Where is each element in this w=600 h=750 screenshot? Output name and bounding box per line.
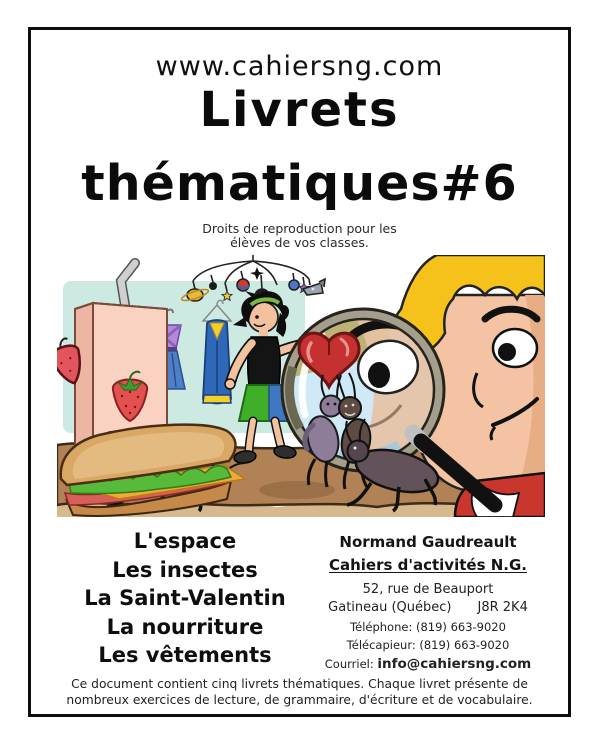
contact-postal-code: J8R 2K4 xyxy=(477,600,528,615)
phone-label: Téléphone: xyxy=(350,620,413,634)
sandwich xyxy=(61,425,245,516)
topic-item: Les vêtements xyxy=(98,643,272,667)
ground-patch xyxy=(259,481,335,499)
contact-email-row xyxy=(308,656,548,672)
fax-number: (819) 663-9020 xyxy=(419,638,510,652)
reproduction-rights-note xyxy=(31,222,568,250)
topic-item: Les insectes xyxy=(112,557,258,582)
contact-name: Normand Gaudreault xyxy=(339,533,517,551)
page-title-thematiques: thématiques#6 xyxy=(81,155,518,212)
subtitle-line2: élèves de vos classes. xyxy=(230,235,369,250)
contact-address-street: 52, rue de Beauport xyxy=(362,582,494,597)
page-border xyxy=(28,27,571,717)
cover-illustration xyxy=(57,255,545,517)
contact-block xyxy=(308,529,548,672)
boy-pupil xyxy=(498,343,516,361)
subtitle-line1: Droits de reproduction pour les xyxy=(202,221,397,236)
contact-organization: Cahiers d'activités N.G. xyxy=(328,556,527,574)
contact-phone-row xyxy=(308,620,548,634)
description-line2: nombreux exercices de lecture, de grammaire, d'écriture et de vocabulaire. xyxy=(66,693,533,707)
email-label: Courriel: xyxy=(324,657,374,671)
contact-city: Gatineau (Québec) xyxy=(328,600,452,615)
page-title-livrets: Livrets xyxy=(199,82,400,138)
topic-item: La nourriture xyxy=(106,614,264,639)
fax-label: Télécapieur: xyxy=(346,638,416,652)
topic-item: L'espace xyxy=(133,529,237,553)
contact-fax-row xyxy=(308,638,548,652)
document-description xyxy=(31,676,568,708)
topics-list xyxy=(45,527,325,670)
planet-icon xyxy=(209,282,217,290)
contact-address-city-row xyxy=(308,600,548,616)
phone-number: (819) 663-9020 xyxy=(415,620,506,634)
description-line1: Ce document contient cinq livrets thématiques. Chaque livret présente de xyxy=(71,677,528,691)
website-url: www.cahiersng.com xyxy=(155,51,444,82)
email-address: info@cahiersng.com xyxy=(377,656,532,672)
topic-item: La Saint-Valentin xyxy=(84,586,286,610)
magnified-pupil xyxy=(368,362,390,388)
blue-planet-icon xyxy=(289,280,299,290)
striped-planet-icon xyxy=(237,279,249,291)
